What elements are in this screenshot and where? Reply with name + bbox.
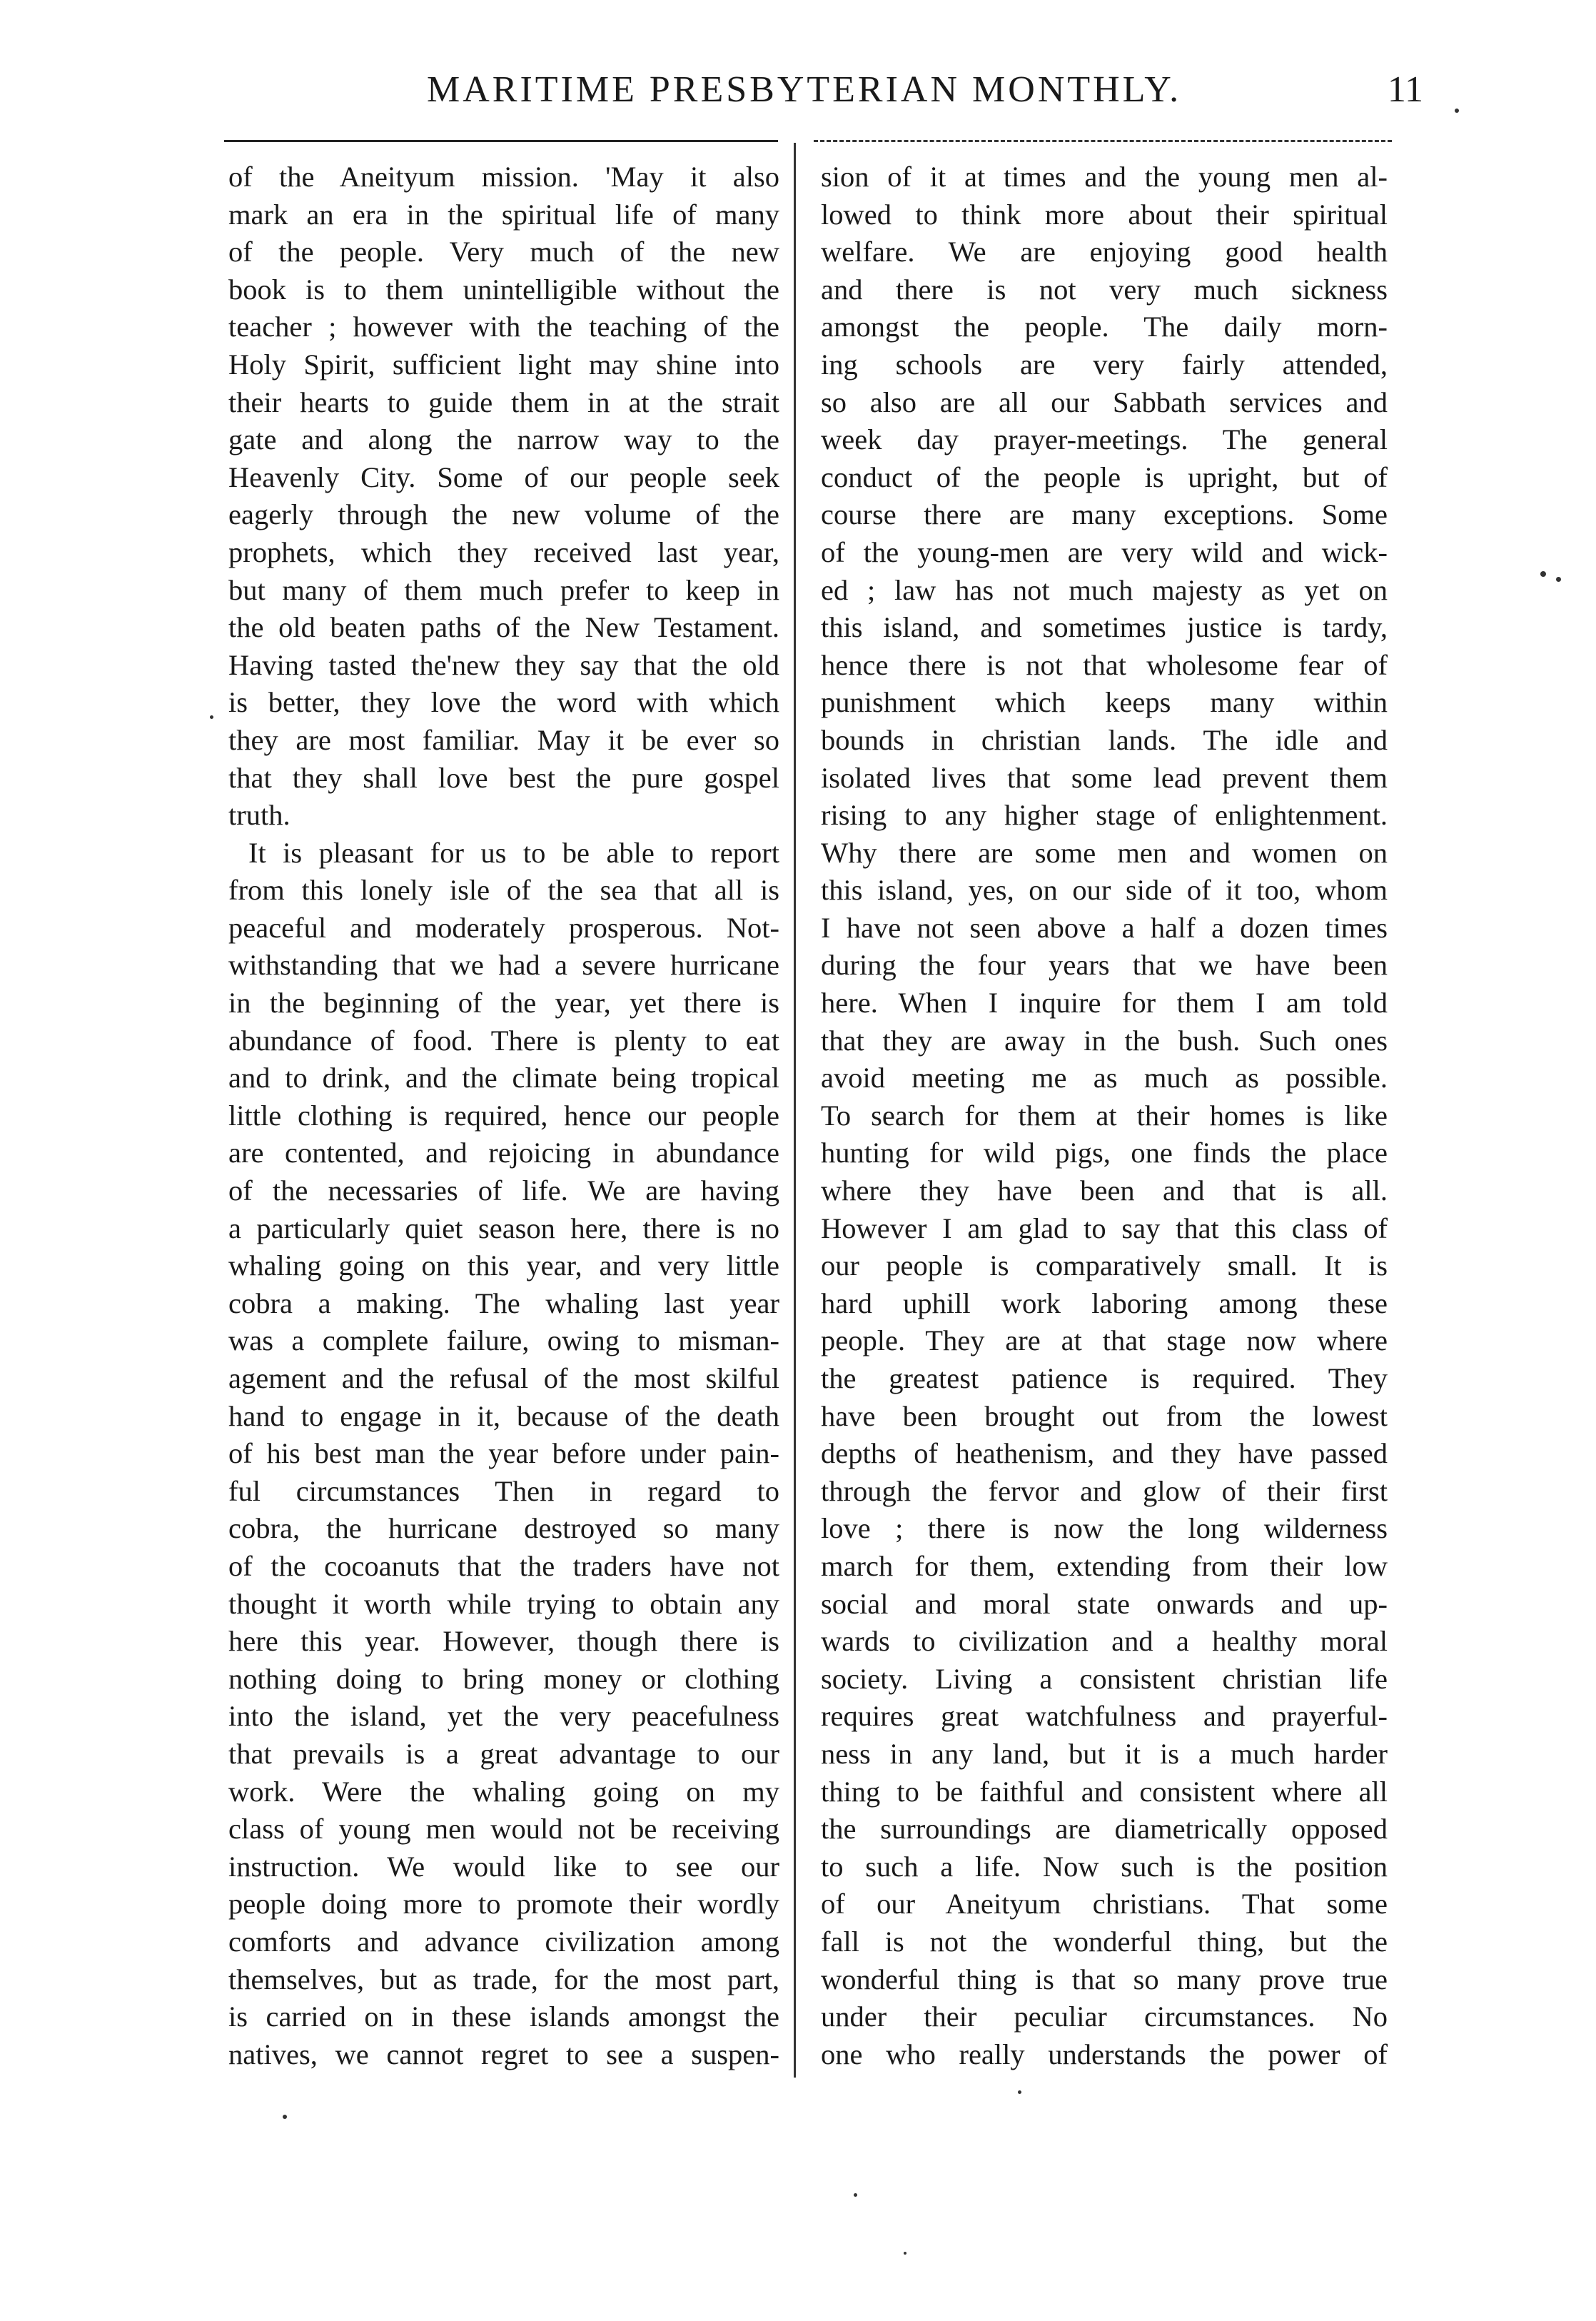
text-line: Why there are some men and women on <box>821 836 1388 869</box>
text-line: our people is comparatively small. It is <box>821 1249 1388 1282</box>
text-line: nothing doing to bring money or clothing <box>228 1662 779 1695</box>
text-line: ful circumstances Then in regard to <box>228 1474 779 1507</box>
text-line: of the young-men are very wild and wick- <box>821 535 1388 568</box>
text-line: class of young men would not be receiving <box>228 1813 779 1846</box>
header-rule-right <box>814 140 1392 142</box>
text-line: depths of heathenism, and they have passed <box>821 1437 1388 1470</box>
text-line: ed ; law has not much majesty as yet on <box>821 573 1388 606</box>
text-line: this island, yes, on our side of it too, whom <box>821 874 1388 907</box>
text-line: thing to be faithful and consistent where all <box>821 1775 1388 1808</box>
text-line: are contented, and rejoicing in abundance <box>228 1137 779 1169</box>
text-line: isolated lives that some lead prevent them <box>821 761 1388 794</box>
text-line: through the fervor and glow of their first <box>821 1474 1388 1507</box>
text-line: ness in any land, but it is a much harder <box>821 1737 1388 1770</box>
column-divider <box>794 143 796 2078</box>
text-line: wonderful thing is that so many prove true <box>821 1963 1388 1995</box>
text-line: little clothing is required, hence our people <box>228 1099 779 1132</box>
text-line: that they shall love best the pure gospel <box>228 761 779 794</box>
text-line: march for them, extending from their low <box>821 1549 1388 1582</box>
text-line: However I am glad to say that this class of <box>821 1212 1388 1244</box>
text-line: punishment which keeps many within <box>821 686 1388 719</box>
text-line: book is to them unintelligible without the <box>228 273 779 306</box>
text-line: of his best man the year before under pain- <box>228 1437 779 1470</box>
text-line: love ; there is now the long wilderness <box>821 1512 1388 1545</box>
text-line: social and moral state onwards and up- <box>821 1587 1388 1620</box>
page-speck <box>283 2115 287 2119</box>
text-line: gate and along the narrow way to the <box>228 423 779 456</box>
text-line: It is pleasant for us to be able to report <box>248 836 779 869</box>
text-line: agement and the refusal of the most skilful <box>228 1362 779 1394</box>
text-line: hunting for wild pigs, one finds the place <box>821 1137 1388 1169</box>
text-line: cobra, the hurricane destroyed so many <box>228 1512 779 1545</box>
text-line: hard uphill work laboring among these <box>821 1287 1388 1319</box>
text-line: during the four years that we have been <box>821 949 1388 982</box>
text-line: the surroundings are diametrically opposed <box>821 1813 1388 1846</box>
text-line: sion of it at times and the young men al- <box>821 161 1388 193</box>
page-speck <box>1018 2090 1021 2094</box>
text-line: Having tasted the'new they say that the old <box>228 648 779 681</box>
page-header <box>224 69 1423 119</box>
text-line: teacher ; however with the teaching of the <box>228 311 779 343</box>
text-line: truth. <box>228 799 291 832</box>
text-line: I have not seen above a half a dozen times <box>821 911 1388 944</box>
text-line: lowed to think more about their spiritual <box>821 198 1388 231</box>
text-line: a particularly quiet season here, there is no <box>228 1212 779 1244</box>
left-column <box>228 158 779 2073</box>
text-line: here this year. However, though there is <box>228 1625 779 1658</box>
text-line: cobra a making. The whaling last year <box>228 1287 779 1319</box>
text-line: to such a life. Now such is the position <box>821 1850 1388 1883</box>
text-line: of the Aneityum mission. 'May it also <box>228 161 779 193</box>
page-speck <box>1455 109 1459 113</box>
text-line: of the cocoanuts that the traders have not <box>228 1549 779 1582</box>
text-line: that they are away in the bush. Such ones <box>821 1024 1388 1057</box>
text-line: they are most familiar. May it be ever so <box>228 723 779 756</box>
text-line: but many of them much prefer to keep in <box>228 573 779 606</box>
text-line: amongst the people. The daily morn- <box>821 311 1388 343</box>
text-line: welfare. We are enjoying good health <box>821 236 1388 268</box>
text-line: Heavenly City. Some of our people seek <box>228 460 779 493</box>
text-line: into the island, yet the very peacefulness <box>228 1700 779 1733</box>
text-line: of the necessaries of life. We are having <box>228 1174 779 1207</box>
text-line: people doing more to promote their wordly <box>228 1888 779 1920</box>
text-line: Holy Spirit, sufficient light may shine into <box>228 348 779 381</box>
text-line: comforts and advance civilization among <box>228 1925 779 1958</box>
header-rule-left <box>224 140 778 142</box>
text-line: To search for them at their homes is like <box>821 1099 1388 1132</box>
text-line: avoid meeting me as much as possible. <box>821 1062 1388 1094</box>
page-speck <box>854 2193 857 2197</box>
text-line: of our Aneityum christians. That some <box>821 1888 1388 1920</box>
text-line: course there are many exceptions. Some <box>821 498 1388 531</box>
text-line: conduct of the people is upright, but of <box>821 460 1388 493</box>
text-line: hand to engage in it, because of the death <box>228 1399 779 1432</box>
page-speck <box>904 2252 906 2255</box>
text-line: instruction. We would like to see our <box>228 1850 779 1883</box>
text-line: eagerly through the new volume of the <box>228 498 779 531</box>
page-speck <box>1540 571 1546 577</box>
page-number: 11 <box>1387 69 1423 110</box>
text-line: in the beginning of the year, yet there is <box>228 987 779 1019</box>
text-line: from this lonely isle of the sea that all is <box>228 874 779 907</box>
text-line: rising to any higher stage of enlightenment. <box>821 799 1388 832</box>
text-line: people. They are at that stage now where <box>821 1324 1388 1357</box>
text-line: withstanding that we had a severe hurricane <box>228 949 779 982</box>
text-line: is better, they love the word with which <box>228 686 779 719</box>
text-line: of the people. Very much of the new <box>228 236 779 268</box>
text-line: bounds in christian lands. The idle and <box>821 723 1388 756</box>
text-line: society. Living a consistent christian life <box>821 1662 1388 1695</box>
text-line: where they have been and that is all. <box>821 1174 1388 1207</box>
running-title: MARITIME PRESBYTERIAN MONTHLY. <box>427 69 1182 110</box>
page-speck <box>1556 577 1561 582</box>
text-line: thought it worth while trying to obtain any <box>228 1587 779 1620</box>
right-column <box>821 158 1388 2073</box>
text-line: ing schools are very fairly attended, <box>821 348 1388 381</box>
text-line: work. Were the whaling going on my <box>228 1775 779 1808</box>
text-line: one who really understands the power of <box>821 2038 1388 2070</box>
text-line: peaceful and moderately prosperous. Not- <box>228 911 779 944</box>
text-line: wards to civilization and a healthy moral <box>821 1625 1388 1658</box>
text-line: so also are all our Sabbath services and <box>821 386 1388 418</box>
text-line: was a complete failure, owing to misman- <box>228 1324 779 1357</box>
text-line: whaling going on this year, and very little <box>228 1249 779 1282</box>
text-line: this island, and sometimes justice is tardy, <box>821 611 1388 644</box>
text-line: fall is not the wonderful thing, but the <box>821 1925 1388 1958</box>
text-line: mark an era in the spiritual life of many <box>228 198 779 231</box>
text-line: hence there is not that wholesome fear of <box>821 648 1388 681</box>
text-line: here. When I inquire for them I am told <box>821 987 1388 1019</box>
text-line: week day prayer-meetings. The general <box>821 423 1388 456</box>
text-line: and there is not very much sickness <box>821 273 1388 306</box>
text-line: and to drink, and the climate being tropical <box>228 1062 779 1094</box>
text-line: the old beaten paths of the New Testament. <box>228 611 779 644</box>
text-line: is carried on in these islands amongst the <box>228 2000 779 2033</box>
text-line: that prevails is a great advantage to our <box>228 1737 779 1770</box>
text-line: have been brought out from the lowest <box>821 1399 1388 1432</box>
text-line: the greatest patience is required. They <box>821 1362 1388 1394</box>
page-speck <box>210 715 213 719</box>
text-line: abundance of food. There is plenty to eat <box>228 1024 779 1057</box>
text-line: their hearts to guide them in at the strait <box>228 386 779 418</box>
text-line: under their peculiar circumstances. No <box>821 2000 1388 2033</box>
text-line: natives, we cannot regret to see a suspen- <box>228 2038 779 2070</box>
text-line: themselves, but as trade, for the most part, <box>228 1963 779 1995</box>
text-line: prophets, which they received last year, <box>228 535 779 568</box>
text-line: requires great watchfulness and prayerful- <box>821 1700 1388 1733</box>
